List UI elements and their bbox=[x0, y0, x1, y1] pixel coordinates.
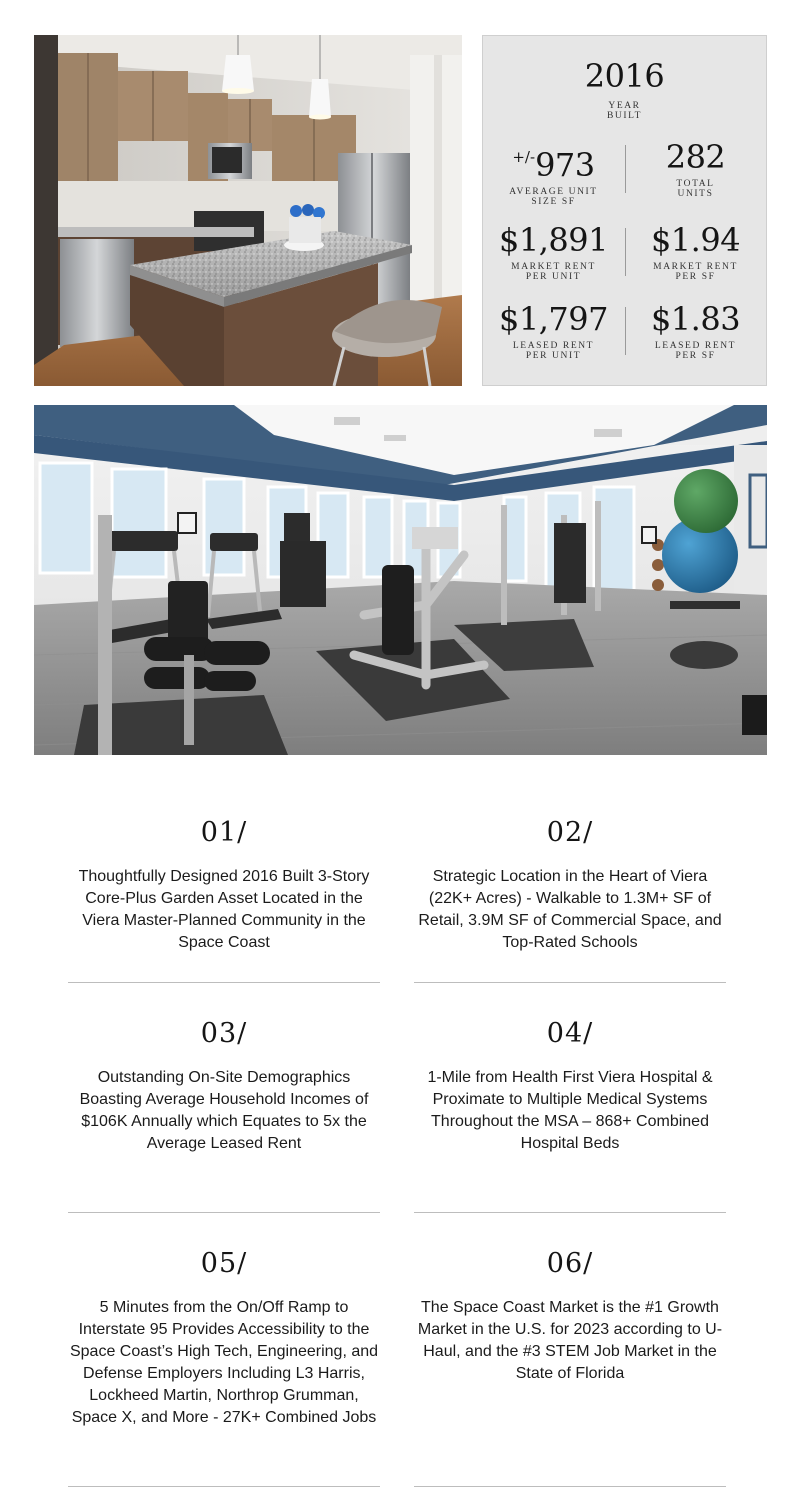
total-units-stat bbox=[625, 139, 766, 199]
market-rent-sf-value: $1.94 bbox=[650, 221, 741, 259]
divider-line bbox=[68, 1212, 380, 1213]
highlight-01 bbox=[68, 818, 380, 954]
divider-line bbox=[414, 1486, 726, 1487]
leased-rent-sf-label-1: LEASED RENT bbox=[654, 341, 737, 351]
market-rent-sf-label-1: MARKET RENT bbox=[653, 262, 738, 272]
property-stats-panel bbox=[482, 35, 767, 386]
highlight-number: 05/ bbox=[200, 1248, 248, 1279]
highlight-text: Thoughtfully Designed 2016 Built 3-Story Core-Plus Garden Asset Located in the Viera Master-Planned Community in the Space Coast bbox=[78, 868, 370, 951]
market-rent-unit-stat bbox=[483, 222, 624, 282]
avg-unit-size-prefix: +/- bbox=[512, 148, 536, 166]
highlight-number: 01/ bbox=[200, 817, 248, 848]
stats-row-market-rent bbox=[483, 222, 766, 282]
highlight-number: 02/ bbox=[546, 817, 594, 848]
divider-line bbox=[414, 982, 726, 983]
total-units-value: 282 bbox=[665, 138, 726, 176]
highlight-number: 03/ bbox=[200, 1018, 248, 1049]
year-built-label-1: YEAR bbox=[608, 101, 641, 111]
year-built-label-2: BUILT bbox=[606, 111, 643, 121]
divider-line bbox=[68, 1486, 380, 1487]
leased-rent-sf-stat bbox=[625, 301, 766, 361]
highlight-text: Strategic Location in the Heart of Viera (22K+ Acres) - Walkable to 1.3M+ SF of Retail, 3.9M SF of Commercial Space, and Top-Rated Schools bbox=[418, 868, 722, 951]
leased-rent-sf-value: $1.83 bbox=[650, 300, 741, 338]
market-rent-unit-label-1: MARKET RENT bbox=[511, 262, 596, 272]
highlight-text: 1-Mile from Health First Viera Hospital & Proximate to Multiple Medical Systems Throughout the MSA – 868+ Combined Hospital Beds bbox=[427, 1069, 713, 1152]
divider-line bbox=[414, 1212, 726, 1213]
stats-row-leased-rent bbox=[483, 301, 766, 361]
leased-rent-unit-label-2: PER UNIT bbox=[525, 351, 582, 361]
leased-rent-unit-label-1: LEASED RENT bbox=[512, 341, 595, 351]
year-built-value: 2016 bbox=[584, 57, 665, 95]
highlight-05 bbox=[68, 1249, 380, 1429]
fitness-center-photo bbox=[34, 405, 767, 755]
total-units-label-2: UNITS bbox=[677, 189, 714, 199]
divider-line bbox=[68, 982, 380, 983]
highlight-06 bbox=[414, 1249, 726, 1385]
avg-unit-size-value: 973 bbox=[535, 146, 595, 184]
highlight-text: Outstanding On-Site Demographics Boasting Average Household Incomes of $106K Annually which Equates to 5x the Average Leased Rent bbox=[79, 1069, 369, 1152]
avg-unit-size-label-2: SIZE SF bbox=[531, 197, 576, 207]
avg-unit-size-stat bbox=[483, 139, 624, 207]
stats-row-size-units bbox=[483, 138, 766, 207]
leased-rent-sf-label-2: PER SF bbox=[675, 351, 716, 361]
year-built-stat bbox=[483, 58, 766, 121]
avg-unit-size-label-1: AVERAGE UNIT bbox=[509, 187, 598, 197]
highlight-text: 5 Minutes from the On/Off Ramp to Interstate 95 Provides Accessibility to the Space Coast’s High Tech, Engineering, and Defense Employers Including L3 Harris, Lockheed Martin, Northrop Grumman, Space X, and More - 27K+ Combined Jobs bbox=[69, 1299, 379, 1426]
highlight-text: The Space Coast Market is the #1 Growth Market in the U.S. for 2023 according to U-Haul, and the #3 STEM Job Market in the State of Florida bbox=[417, 1299, 723, 1382]
market-rent-sf-stat bbox=[625, 222, 766, 282]
highlight-04 bbox=[414, 1019, 726, 1155]
market-rent-unit-value: $1,891 bbox=[499, 221, 608, 259]
highlight-number: 06/ bbox=[546, 1248, 594, 1279]
highlight-02 bbox=[414, 818, 726, 954]
total-units-label-1: TOTAL bbox=[676, 179, 715, 189]
highlight-number: 04/ bbox=[546, 1018, 594, 1049]
leased-rent-unit-stat bbox=[483, 301, 624, 361]
leased-rent-unit-value: $1,797 bbox=[499, 300, 608, 338]
kitchen-photo bbox=[34, 35, 462, 386]
highlight-03 bbox=[68, 1019, 380, 1155]
market-rent-sf-label-2: PER SF bbox=[675, 272, 716, 282]
market-rent-unit-label-2: PER UNIT bbox=[525, 272, 582, 282]
